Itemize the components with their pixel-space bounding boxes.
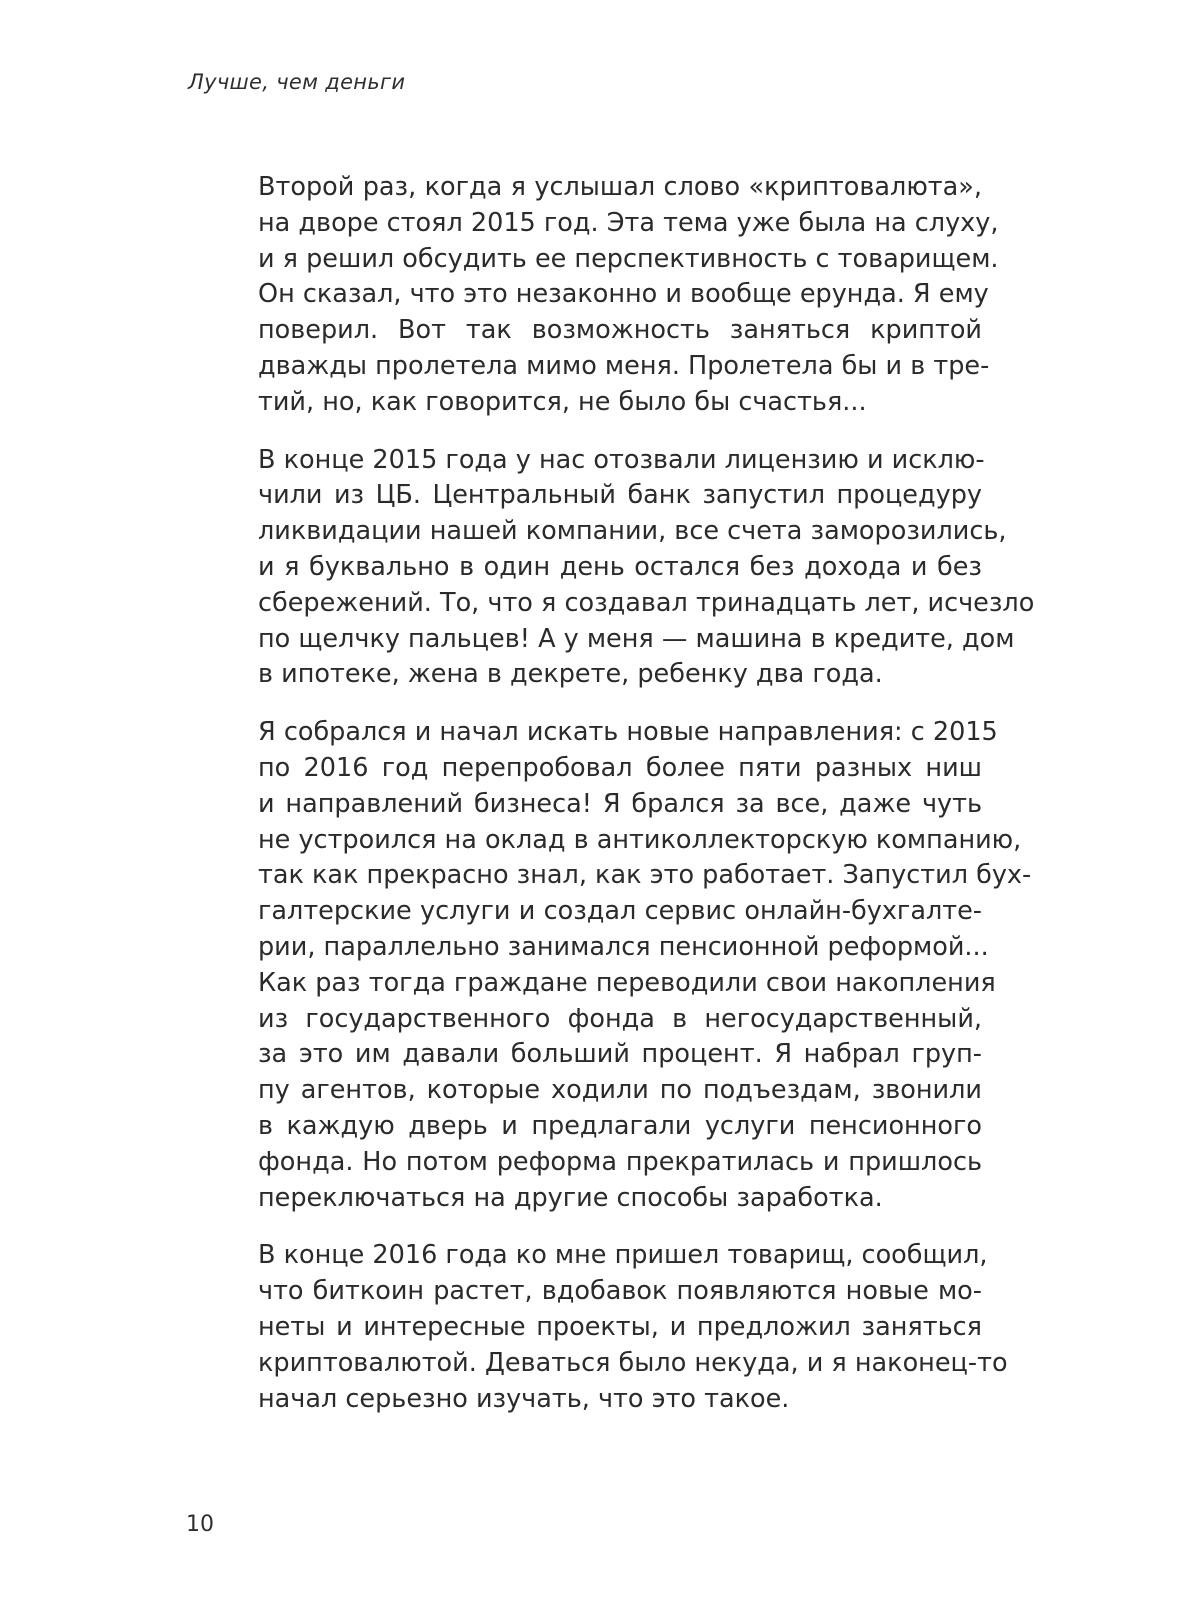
text-line: что биткоин растет, вдобавок появляются новые мо- — [258, 1276, 982, 1307]
text-line: фонда. Но потом реформа прекратилась и пришлось — [258, 1146, 982, 1177]
body-text — [258, 170, 1035, 1439]
text-line: на дворе стоял 2015 год. Эта тема уже была на слуху, — [258, 207, 999, 238]
text-line: чили из ЦБ. Центральный банк запустил процедуру — [258, 480, 982, 511]
text-line: и направлений бизнеса! Я брался за все, даже чуть — [258, 788, 982, 819]
text-line: Я собрался и начал искать новые направления: с 2015 — [258, 717, 998, 748]
text-line: так как прекрасно знал, как это работает. Запустил бух- — [258, 860, 1032, 891]
text-line: неты и интересные проекты, и предложил заняться — [258, 1311, 982, 1342]
text-line: рии, параллельно занимался пенсионной реформой... — [258, 931, 989, 962]
running-header: Лучше, чем деньги — [188, 70, 406, 94]
text-line: из государственного фонда в негосударственный, — [258, 1003, 982, 1034]
text-line: за это им давали больший процент. Я набрал груп- — [258, 1039, 982, 1070]
paragraph — [258, 170, 999, 421]
text-line: сбережений. То, что я создавал тринадцать лет, исчезло — [258, 587, 1035, 618]
text-line: и я буквально в один день остался без дохода и без — [258, 551, 982, 582]
text-line: переключаться на другие способы заработка. — [258, 1182, 883, 1213]
text-line: Второй раз, когда я услышал слово «криптовалюта», — [258, 172, 982, 202]
paragraph — [258, 715, 1032, 1216]
text-line: поверил. Вот так возможность заняться криптой — [258, 315, 982, 346]
text-line: не устроился на оклад в антиколлекторскую компанию, — [258, 824, 1022, 855]
text-line: В конце 2016 года ко мне пришел товарищ, сообщил, — [258, 1240, 988, 1271]
page-number: 10 — [186, 1512, 214, 1537]
text-line: тий, но, как говорится, не было бы счастья... — [258, 386, 867, 417]
text-line: пу агентов, которые ходили по подъездам, звонили — [258, 1075, 982, 1106]
text-line: криптовалютой. Деваться было некуда, и я наконец-то — [258, 1347, 1008, 1378]
paragraph — [258, 443, 1035, 694]
text-line: по щелчку пальцев! А у меня — машина в кредите, дом — [258, 623, 1015, 654]
text-line: Он сказал, что это незаконно и вообще ерунда. Я ему — [258, 279, 989, 310]
text-line: В конце 2015 года у нас отозвали лицензию и исклю- — [258, 444, 985, 475]
text-line: галтерские услуги и создал сервис онлайн-бухгалте- — [258, 896, 982, 927]
text-line: начал серьезно изучать, что это такое. — [258, 1383, 790, 1414]
text-line: в ипотеке, жена в декрете, ребенку два года. — [258, 659, 883, 690]
text-line: ликвидации нашей компании, все счета заморозились, — [258, 516, 1007, 547]
text-line: дважды пролетела мимо меня. Пролетела бы и в тре- — [258, 350, 990, 381]
text-line: по 2016 год перепробовал более пяти разных ниш — [258, 752, 982, 783]
text-line: в каждую дверь и предлагали услуги пенсионного — [258, 1110, 982, 1141]
text-line: Как раз тогда граждане переводили свои накопления — [258, 967, 996, 998]
text-line: и я решил обсудить ее перспективность с товарищем. — [258, 243, 999, 274]
paragraph — [258, 1238, 1008, 1417]
